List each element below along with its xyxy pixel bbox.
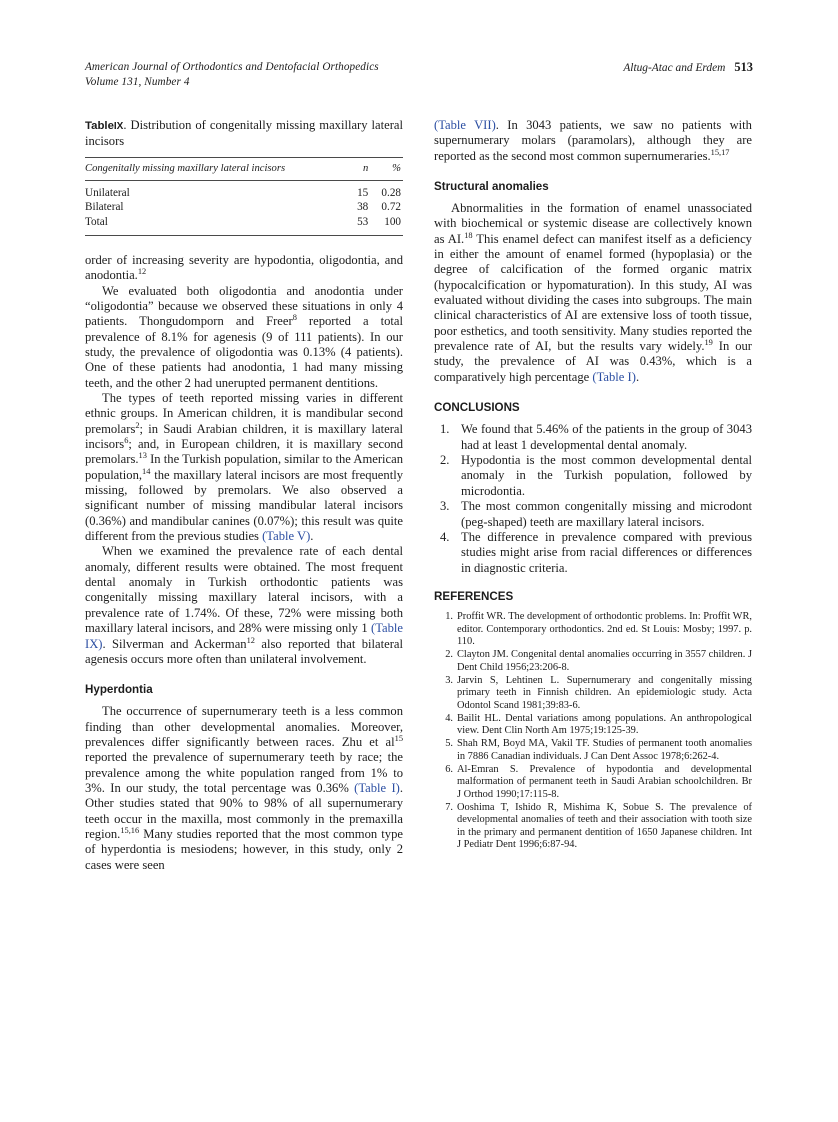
paragraph-text: the maxillary lateral incisors are most frequently missing, followed by premolars. We also observed a significant number of missing mandibular lateral incisors (0.36%) and mandibular canines (0.07%); this result was quite different from the previous studies [85, 467, 403, 544]
reference-number: 2. [445, 649, 453, 661]
list-item [434, 649, 752, 674]
table-crossref-link[interactable]: (Table IX) [85, 621, 403, 651]
list-item-number: 3. [440, 499, 450, 514]
paragraph-text: When we examined the prevalence rate of each dental anomaly, different results were obtained. The most frequent dental anomaly in Turkish orthodontic patients was congenitally missing maxillary lateral incisors, with a prevalence rate of 1.74%. Of these, 72% were missing both maxillary lateral incisors, and 28% were missing only 1 [85, 544, 403, 636]
paragraph-text: also reported that bilateral agenesis occurs more often than unilateral involvement. [85, 636, 403, 666]
list-item-text: The difference in prevalence compared with previous studies might arise from racial differences or differences in diagnostic criteria. [461, 530, 752, 575]
paragraph-text: . In 3043 patients, we saw no patients with supernumerary molars (paramolars), although they are reported as the second most common supernumeraries. [434, 118, 752, 163]
paragraph-text: In the Turkish population, similar to the American population, [85, 452, 403, 482]
paragraph-text: . [635, 369, 640, 384]
heading-structural-anomalies: Structural anomalies [434, 180, 549, 194]
citation-ref: 15 [394, 733, 403, 743]
reference-number: 6. [445, 763, 453, 775]
table-cell-n: 38 [357, 201, 369, 214]
paragraph-oligodontia [85, 284, 403, 391]
reference-text: Ooshima T, Ishido R, Mishima K, Sobue S. The prevalence of developmental anomalies of teeth and their association with tooth size in the primary and permanent dentition of 1650 Japanese children. Int J Pediatr Dent 1996;6:87-94. [457, 801, 752, 851]
table-ix [85, 157, 403, 236]
paragraph-text: ; in Saudi Arabian children, it is maxillary lateral incisors [85, 421, 403, 452]
citation-ref: 15,16 [120, 825, 140, 835]
reference-text: Shah RM, Boyd MA, Vakil TF. Studies of permanent tooth anomalies in 7886 Canadian individuals. J Can Dent Assoc 1978;6:262-4. [457, 738, 752, 762]
citation-ref: 6 [124, 435, 129, 445]
paragraph-text: Many studies reported that the most common type of hyperdontia is mesiodens; however, in this study, only 2 cases were seen [85, 826, 403, 872]
table-header-row [85, 157, 403, 180]
table-caption-number: IX [113, 121, 124, 132]
table-cell-n: 15 [357, 186, 369, 199]
list-item-text: Hypodontia is the most common developmental dental anomaly in the Turkish population, followed by microdontia. [461, 452, 752, 498]
citation-ref: 2 [135, 420, 140, 430]
table-cell-pct: 100 [384, 215, 401, 228]
running-head [85, 60, 753, 89]
citation-ref: 18 [464, 230, 473, 240]
table-cell-n: 53 [357, 215, 369, 228]
heading-conclusions: CONCLUSIONS [434, 401, 520, 415]
table-cell-pct: 0.28 [381, 186, 401, 199]
spacer [434, 194, 752, 201]
table-crossref-link[interactable]: (Table VII) [434, 118, 496, 132]
spacer [434, 604, 752, 611]
table-caption-text: . Distribution of congenitally missing maxillary lateral incisors [85, 118, 403, 149]
citation-ref: 8 [292, 313, 297, 323]
spacer [85, 667, 403, 683]
table-cell-label: Bilateral [85, 201, 124, 214]
reference-text: Al-Emran S. Prevalence of hypodontia and developmental malformation of permanent teeth in Saudi Arabian schoolchildren. Br J Orthod 1990;17:115-8. [457, 763, 752, 800]
paragraph-text: reported a total prevalence of 8.1% for agenesis (9 of 111 patients). In our study, the prevalence of oligodontia was 0.13% (4 patients). One of these patients had anodontia, 1 had many missing teeth, and the other 2 had unerupted permanent dentitions. [85, 314, 403, 390]
list-item-number: 4. [440, 530, 450, 544]
table-row [85, 180, 403, 200]
conclusions-list [434, 422, 752, 576]
paragraph-hyperdontia [85, 704, 403, 873]
table-cell-pct: 0.72 [381, 201, 401, 214]
page-number: 513 [734, 60, 753, 74]
journal-volume: Volume 131, Number 4 [85, 75, 190, 88]
paragraph-text: We evaluated both oligodontia and anodontia under “oligodontia” because we observed these situations in only 4 patients. Thongudomporn and Freer [85, 283, 403, 329]
table-bottom-rule [85, 235, 403, 236]
list-item-text: The most common congenitally missing and microdont (peg-shaped) teeth are maxillary lateral incisors. [461, 499, 752, 529]
table-caption-label: Table [85, 120, 114, 132]
paragraph-structural [434, 201, 752, 385]
list-item [434, 713, 752, 738]
list-item [434, 675, 752, 713]
reference-number: 4. [445, 712, 453, 724]
list-item [434, 499, 752, 530]
citation-ref: 12 [246, 635, 255, 645]
table-cell-label: Total [85, 215, 108, 228]
list-item [434, 453, 752, 499]
table-crossref-link[interactable]: (Table V) [262, 529, 311, 544]
table-row [85, 215, 403, 235]
heading-hyperdontia: Hyperdontia [85, 683, 153, 697]
journal-title: American Journal of Orthodontics and Dentofacial Orthopedics [85, 61, 379, 73]
list-item [434, 530, 752, 576]
citation-ref: 14 [142, 466, 151, 476]
reference-number: 7. [445, 801, 453, 813]
reference-number: 1. [445, 611, 453, 623]
reference-number: 3. [445, 674, 453, 686]
spacer [434, 415, 752, 422]
spacer [434, 164, 752, 180]
citation-ref: 19 [704, 337, 713, 347]
reference-number: 5. [445, 738, 453, 750]
reference-text: Jarvin S, Lehtinen L. Supernumerary and congenitally missing primary teeth in Finnish children. An epidemiologic study. Acta Odontol Scand 1981;39:83-6. [457, 674, 752, 711]
references-list [434, 611, 752, 852]
list-item [434, 738, 752, 763]
spacer [434, 576, 752, 590]
table-bottom-rule-cell [85, 235, 403, 236]
running-head-journal [85, 60, 379, 89]
heading-references: REFERENCES [434, 590, 514, 604]
table-caption [85, 118, 403, 150]
paragraph-text: In our study, the prevalence of AI was 0.43%, which is a comparatively high percentage [434, 339, 752, 384]
paragraph-text: This enamel defect can manifest itself as a deficiency in either the amount of enamel formed (hypoplasia) or the degree of calcification of the formed organic matrix (hypocalcification or hypomaturation). In this study, AI was evaluated without dividing the cases into subgroups. The main clinical characteristics of AI are extensive loss of tooth tissue, poor esthetics, and tooth sensitivity. Many studies reported the prevalence rate of AI, but the results vary widely. [434, 231, 752, 354]
list-item-number: 1. [440, 422, 450, 437]
list-item [434, 611, 752, 649]
paragraph-tooth-types [85, 391, 403, 544]
running-head-authors: Altug-Atac and Erdem [623, 62, 726, 74]
table-cell-label: Unilateral [85, 186, 130, 199]
paragraph-prevalence [85, 544, 403, 667]
list-item-number: 2. [440, 452, 450, 467]
table-col-header-n: n [351, 157, 374, 180]
reference-text: Bailit HL. Dental variations among populations. An anthropological view. Dent Clin North Am 1975;19:125-39. [457, 712, 752, 737]
left-column [85, 118, 403, 873]
list-item [434, 764, 752, 802]
table-col-header-pct: % [374, 157, 403, 180]
paragraph-text: The types of teeth reported missing varies in different ethnic groups. In American children, it is mandibular second premolars [85, 391, 403, 436]
list-item [434, 802, 752, 852]
paragraph-text: . [310, 529, 314, 544]
list-item-text: We found that 5.46% of the patients in the group of 3043 had at least 1 developmental dental anomaly. [461, 422, 752, 452]
reference-text: Clayton JM. Congenital dental anomalies occurring in 3557 children. J Dent Child 1956;23:206-8. [457, 649, 752, 673]
citation-ref: 12 [137, 267, 147, 277]
paragraph-continued-right [434, 118, 752, 164]
table-crossref-link[interactable]: (Table I) [592, 369, 636, 384]
paragraph-text: Abnormalities in the formation of enamel unassociated with biochemical or systemic disease are collectively known as AI. [434, 201, 752, 246]
paragraph-text: The occurrence of supernumerary teeth is a less common finding than other developmental anomalies. Moreover, prevalences differ significantly between races. Zhu et al [85, 704, 403, 749]
running-head-authors-page [623, 60, 753, 75]
right-column [434, 118, 752, 852]
paragraph-text: ; and, in European children, it is maxillary second premolars. [85, 437, 403, 467]
paragraph-continued [85, 253, 403, 284]
paragraph-text: order of increasing severity are hypodontia, oligodontia, and anodontia. [85, 252, 403, 283]
table-row [85, 201, 403, 215]
table-col-header-label: Congenitally missing maxillary lateral incisors [85, 157, 351, 180]
list-item [434, 422, 752, 453]
table-ix-block [85, 118, 403, 236]
table-crossref-link[interactable]: (Table I) [354, 780, 400, 795]
citation-ref: 13 [138, 451, 147, 461]
paragraph-text: . Silverman and Ackerman [102, 636, 247, 651]
citation-ref: 15,17 [710, 147, 730, 157]
paragraph-text: reported the prevalence of supernumerary teeth by race; the prevalence among the white population ranged from 1% to 3%. In our study, the total percentage was 0.36% [85, 750, 403, 795]
reference-text: Proffit WR. The development of orthodontic problems. In: Proffit WR, editor. Contemporary orthodontics. 2nd ed. St Louis: Mosby; 1997. p. 110. [457, 611, 752, 648]
spacer [85, 697, 403, 704]
paragraph-text: . Other studies stated that 90% to 98% of all supernumerary teeth occur in the maxilla, most commonly in the premaxilla region. [85, 780, 403, 841]
spacer [434, 385, 752, 401]
